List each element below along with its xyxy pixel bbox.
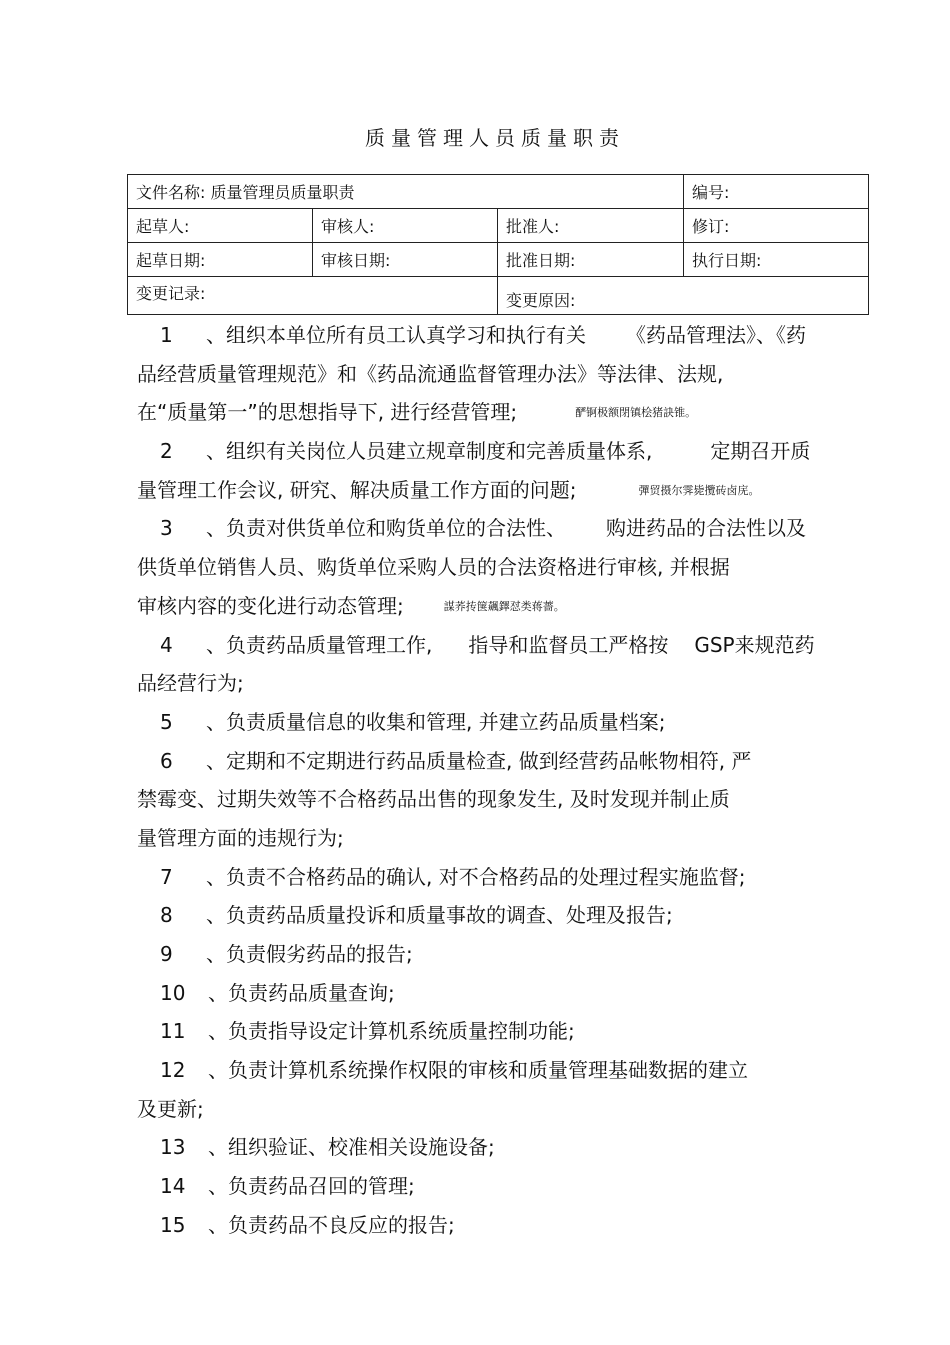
item-text: 、负责假劣药品的报告; bbox=[206, 942, 413, 966]
item-text: 量管理方面的违规行为; bbox=[137, 825, 344, 850]
list-item bbox=[137, 1051, 862, 1090]
item-number: 8 bbox=[160, 903, 173, 928]
item-text: 定期召开质 bbox=[710, 439, 811, 464]
list-item-continued bbox=[137, 587, 862, 626]
item-text: 购进药品的合法性以及 bbox=[606, 516, 806, 541]
approve-date-cell: 批准日期: bbox=[498, 243, 684, 277]
list-item bbox=[137, 858, 862, 897]
item-text: 、定期和不定期进行药品质量检查, 做到经营药品帐物相符, 严 bbox=[206, 748, 752, 773]
item-number: 10 bbox=[160, 980, 186, 1005]
list-item bbox=[137, 974, 862, 1013]
item-number: 12 bbox=[160, 1058, 186, 1083]
change-reason-cell: 变更原因: bbox=[498, 277, 869, 315]
review-date-cell: 审核日期: bbox=[313, 243, 498, 277]
item-text: 审核内容的变化进行动态管理; bbox=[137, 593, 404, 618]
garbled-note: 謀荞抟箧飆鐸怼类蒋薔。 bbox=[443, 599, 565, 613]
doc-number-cell: 编号: bbox=[684, 175, 869, 209]
revision-cell: 修订: bbox=[684, 209, 869, 243]
list-item bbox=[137, 1206, 862, 1245]
document-info-table bbox=[127, 174, 869, 315]
page-title: 质量管理人员质量职责 bbox=[365, 126, 625, 150]
list-item-continued bbox=[137, 548, 862, 587]
item-text: 供货单位销售人员、购货单位采购人员的合法资格进行审核, 并根据 bbox=[137, 555, 730, 580]
item-text: 指导和监督员工严格按 bbox=[468, 632, 669, 657]
item-number: 6 bbox=[160, 748, 173, 773]
item-number: 14 bbox=[160, 1174, 186, 1199]
list-item bbox=[137, 626, 862, 665]
item-text: 、组织本单位所有员工认真学习和执行有关 bbox=[206, 323, 586, 347]
item-text: GSP来规范药 bbox=[694, 632, 815, 657]
doc-name-cell: 文件名称: 质量管理员质量职责 bbox=[128, 175, 684, 209]
item-number: 2 bbox=[160, 439, 173, 464]
item-text: 、负责质量信息的收集和管理, 并建立药品质量档案; bbox=[206, 709, 666, 734]
item-text: 《药品管理法》、《药 bbox=[626, 323, 806, 347]
duties-list bbox=[137, 316, 862, 1245]
list-item-continued bbox=[137, 355, 862, 394]
list-item-continued bbox=[137, 780, 862, 819]
approver-cell: 批准人: bbox=[498, 209, 684, 243]
item-number: 7 bbox=[160, 864, 173, 889]
list-item bbox=[137, 1167, 862, 1206]
item-text: 、负责对供货单位和购货单位的合法性、 bbox=[206, 516, 566, 541]
garbled-note: 彈贸摄尔霁毙攬砖卤庑。 bbox=[638, 483, 760, 497]
item-number: 1 bbox=[160, 323, 173, 347]
item-text: 、负责不合格药品的确认, 对不合格药品的处理过程实施监督; bbox=[206, 864, 746, 889]
list-item bbox=[137, 742, 862, 781]
item-text: 禁霉变、过期失效等不合格药品出售的现象发生, 及时发现并制止质 bbox=[137, 787, 730, 812]
draft-date-cell: 起草日期: bbox=[128, 243, 313, 277]
item-text: 、负责药品召回的管理; bbox=[208, 1174, 415, 1199]
exec-date-cell: 执行日期: bbox=[684, 243, 869, 277]
list-item bbox=[137, 1012, 862, 1051]
list-item-continued bbox=[137, 1090, 862, 1129]
item-number: 13 bbox=[160, 1135, 186, 1160]
item-text: 、负责指导设定计算机系统质量控制功能; bbox=[208, 1019, 575, 1044]
list-item bbox=[137, 896, 862, 935]
item-text: 在“质量第一”的思想指导下, 进行经营管理; bbox=[137, 400, 518, 425]
item-text: 、负责药品质量管理工作, bbox=[206, 632, 433, 657]
item-text: 、负责药品质量投诉和质量事故的调查、处理及报告; bbox=[206, 903, 673, 928]
reviewer-cell: 审核人: bbox=[313, 209, 498, 243]
drafter-cell: 起草人: bbox=[128, 209, 313, 243]
item-number: 4 bbox=[160, 632, 173, 657]
item-text: 、负责药品质量查询; bbox=[208, 980, 395, 1005]
list-item-continued bbox=[137, 819, 862, 858]
item-text: 、组织验证、校准相关设施设备; bbox=[208, 1135, 495, 1160]
item-number: 3 bbox=[160, 516, 173, 541]
list-item bbox=[137, 316, 862, 355]
item-text: 品经营质量管理规范》和《药品流通监督管理办法》等法律、法规, bbox=[137, 361, 724, 386]
list-item-continued bbox=[137, 664, 862, 703]
item-text: 品经营行为; bbox=[137, 671, 244, 696]
item-text: 量管理工作会议, 研究、解决质量工作方面的问题; bbox=[137, 477, 577, 502]
item-number: 5 bbox=[160, 709, 173, 734]
item-number: 9 bbox=[160, 942, 173, 966]
list-item-continued bbox=[137, 393, 862, 432]
garbled-note: 酽锕极额閉镇桧猪訣锥。 bbox=[575, 406, 697, 420]
list-item bbox=[137, 509, 862, 548]
list-item bbox=[137, 703, 862, 742]
change-record-cell: 变更记录: bbox=[128, 277, 498, 315]
item-text: 、负责计算机系统操作权限的审核和质量管理基础数据的建立 bbox=[208, 1058, 748, 1083]
item-number: 15 bbox=[160, 1212, 186, 1237]
list-item bbox=[137, 432, 862, 471]
item-text: 、负责药品不良反应的报告; bbox=[208, 1212, 455, 1237]
item-number: 11 bbox=[160, 1019, 186, 1044]
list-item bbox=[137, 935, 862, 974]
list-item bbox=[137, 1128, 862, 1167]
item-text: 及更新; bbox=[137, 1096, 204, 1121]
list-item-continued bbox=[137, 471, 862, 510]
item-text: 、组织有关岗位人员建立规章制度和完善质量体系, bbox=[206, 439, 653, 464]
